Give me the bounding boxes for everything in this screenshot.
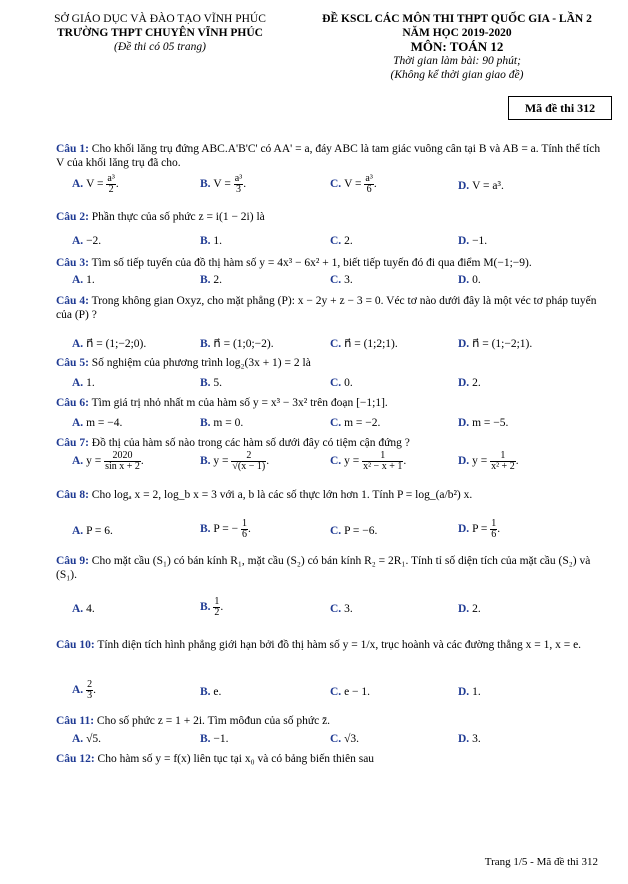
question-text: Tìm số tiếp tuyến của đồ thị hàm số y = 4x³ − 6x² + 1, biết tiếp tuyến đó đi qua điểm M(−1;−9). <box>88 257 532 269</box>
option-letter: A. <box>72 417 87 429</box>
option-d[interactable] <box>458 451 519 472</box>
option-letter: D. <box>458 455 473 468</box>
question-number: Câu 7: <box>56 437 89 449</box>
numerator: 2020 <box>104 451 141 462</box>
denominator: 3 <box>235 184 241 195</box>
option-letter: A. <box>72 733 87 745</box>
fraction <box>364 174 373 195</box>
option-suffix: . <box>266 455 270 468</box>
question-2 <box>56 210 602 224</box>
option-d[interactable] <box>458 733 481 745</box>
question-text: Tính diện tích hình phẳng giới hạn bởi đồ thị hàm số y = 1/x, trục hoành và các đường thẳng x = 1, x = e. <box>94 639 582 651</box>
question-text: Phần thực của số phức z = i(1 − 2i) là <box>88 211 265 223</box>
numerator: a³ <box>107 173 115 184</box>
option-suffix: . <box>220 601 224 614</box>
option-letter: C. <box>330 178 345 191</box>
option-suffix: . <box>403 455 407 468</box>
option-text: 2. <box>472 603 481 615</box>
numerator: 1 <box>491 518 497 529</box>
options-row <box>56 450 602 472</box>
option-a[interactable] <box>72 235 101 247</box>
option-letter: D. <box>458 338 473 350</box>
option-prefix: y = <box>213 455 232 468</box>
option-letter: B. <box>200 178 214 191</box>
option-letter: A. <box>72 603 87 615</box>
option-a[interactable] <box>72 174 119 195</box>
options-row <box>56 235 602 249</box>
option-c[interactable] <box>330 686 370 698</box>
denominator: 2 <box>214 607 220 618</box>
options-row <box>56 336 602 350</box>
option-d[interactable] <box>458 686 481 698</box>
option-b[interactable] <box>200 235 222 247</box>
numerator: 2 <box>87 679 93 690</box>
option-text: n⃗ = (1;−2;0). <box>86 338 147 350</box>
question-text: Cho số phức z = 1 + 2i. Tìm môđun của số phức z̄. <box>94 715 331 727</box>
page-count-note: (Đề thi có 05 trang) <box>114 41 206 53</box>
option-text: e. <box>213 686 222 698</box>
fraction <box>362 451 403 472</box>
option-b[interactable] <box>200 336 274 350</box>
options-row <box>56 596 602 618</box>
option-letter: A. <box>72 377 87 389</box>
question-8 <box>56 488 602 502</box>
option-text: P = −6. <box>344 525 378 537</box>
department-name: SỞ GIÁO DỤC VÀ ĐÀO TẠO VĨNH PHÚC <box>54 13 266 25</box>
option-letter: C. <box>330 455 345 468</box>
denominator: 2 <box>108 184 114 195</box>
option-b[interactable] <box>200 451 269 472</box>
option-a[interactable] <box>72 274 95 286</box>
option-prefix: y = <box>86 455 105 468</box>
option-prefix: y = <box>344 455 363 468</box>
options-row <box>56 417 602 431</box>
question-number: Câu 11: <box>56 715 95 727</box>
option-text: 3. <box>472 733 481 745</box>
option-prefix: P = <box>472 523 491 536</box>
option-letter: A. <box>72 178 87 191</box>
fraction <box>241 519 248 540</box>
school-name: TRƯỜNG THPT CHUYÊN VĨNH PHÚC <box>57 27 263 39</box>
question-number: Câu 9: <box>56 555 89 567</box>
option-suffix: . <box>115 178 119 191</box>
option-prefix: P = − <box>213 523 241 536</box>
option-prefix: V = <box>344 178 365 191</box>
option-d[interactable] <box>458 377 481 389</box>
question-number: Câu 12: <box>56 753 95 765</box>
option-letter: D. <box>458 274 473 286</box>
option-text: 4. <box>86 603 95 615</box>
option-text: −2. <box>86 235 102 247</box>
option-letter: D. <box>458 417 473 429</box>
question-11 <box>56 714 602 728</box>
options-row <box>56 274 602 288</box>
option-letter: D. <box>458 235 473 247</box>
option-text: m = −5. <box>472 417 509 429</box>
duration: Thời gian làm bài: 90 phút; <box>393 55 521 67</box>
option-b[interactable] <box>200 519 251 540</box>
option-a[interactable] <box>72 680 96 701</box>
fraction <box>86 680 93 701</box>
option-letter: B. <box>200 417 214 429</box>
question-text: Đồ thị của hàm số nào trong các hàm số dưới đây có tiệm cận đứng ? <box>88 437 410 449</box>
fraction <box>104 451 141 472</box>
option-text: −1. <box>213 733 229 745</box>
question-1 <box>56 142 602 170</box>
denominator: 3 <box>87 690 93 701</box>
option-suffix: . <box>140 455 144 468</box>
option-text: m = 0. <box>213 417 244 429</box>
option-a[interactable] <box>72 525 113 537</box>
question-number: Câu 4: <box>56 295 89 307</box>
option-letter: C. <box>330 603 345 615</box>
option-text: 0. <box>472 274 481 286</box>
option-letter: B. <box>200 455 214 468</box>
question-number: Câu 6: <box>56 397 89 409</box>
option-c[interactable] <box>330 274 353 286</box>
option-b[interactable] <box>200 274 222 286</box>
question-number: Câu 2: <box>56 211 89 223</box>
option-text: 2. <box>472 377 481 389</box>
option-letter: B. <box>200 338 214 350</box>
option-text: e − 1. <box>344 686 371 698</box>
option-d[interactable] <box>458 519 500 540</box>
question-6 <box>56 396 602 410</box>
question-10 <box>56 638 602 652</box>
option-text: n⃗ = (1;2;1). <box>344 338 398 350</box>
option-letter: D. <box>458 180 473 192</box>
option-letter: B. <box>200 523 214 536</box>
option-text: −1. <box>472 235 488 247</box>
option-letter: B. <box>200 686 214 698</box>
option-letter: B. <box>200 601 214 614</box>
option-text: √3. <box>344 733 359 745</box>
option-text: 1. <box>213 235 223 247</box>
option-b[interactable] <box>200 174 246 195</box>
options-row <box>56 679 602 701</box>
header-left <box>30 12 290 54</box>
option-text: n⃗ = (1;−2;1). <box>472 338 533 350</box>
option-b[interactable] <box>200 686 221 698</box>
question-text: Trong không gian Oxyz, cho mặt phẳng (P): x − 2y + z − 3 = 0. Véc tơ nào dưới đây là một véc tơ pháp tuyến của (P) ? <box>56 295 597 321</box>
numerator: a³ <box>365 173 373 184</box>
option-letter: C. <box>330 417 345 429</box>
option-letter: C. <box>330 377 345 389</box>
option-d[interactable] <box>458 235 487 247</box>
option-letter: C. <box>330 525 345 537</box>
option-text: 5. <box>213 377 223 389</box>
option-c[interactable] <box>330 235 353 247</box>
options-row <box>56 173 602 195</box>
option-text: 1. <box>86 274 95 286</box>
option-c[interactable] <box>330 525 377 537</box>
options-row <box>56 733 602 747</box>
fraction <box>106 174 115 195</box>
option-d[interactable] <box>458 180 504 192</box>
denominator: √(x − 1) <box>232 461 266 472</box>
option-letter: C. <box>330 274 345 286</box>
option-letter: A. <box>72 338 87 350</box>
option-text: 2. <box>213 274 223 286</box>
option-prefix: y = <box>472 455 491 468</box>
exam-code-box: Mã đề thi 312 <box>508 96 612 120</box>
option-a[interactable] <box>72 336 146 350</box>
option-letter: A. <box>72 274 87 286</box>
option-text: 3. <box>344 274 353 286</box>
option-text: 3. <box>344 603 353 615</box>
option-letter: B. <box>200 377 214 389</box>
question-text: Số nghiệm của phương trình log₂(3x + 1) = 2 là <box>88 357 311 369</box>
option-d[interactable] <box>458 603 481 615</box>
option-c[interactable] <box>330 336 398 350</box>
option-suffix: . <box>497 523 501 536</box>
option-letter: C. <box>330 733 345 745</box>
option-letter: A. <box>72 235 87 247</box>
option-text: V = a³. <box>472 180 504 192</box>
option-letter: A. <box>72 455 87 468</box>
option-suffix: . <box>243 178 247 191</box>
question-text: Cho hàm số y = f(x) liên tục tại x₀ và có bảng biến thiên sau <box>94 753 375 765</box>
denominator: 6 <box>242 529 247 540</box>
option-d[interactable] <box>458 336 532 350</box>
question-text: Cho khối lăng trụ đứng ABC.A'B'C' có AA' = a, đáy ABC là tam giác vuông cân tại B và AB = a. Tính thể tích V của khối lăng trụ đã cho. <box>56 143 601 169</box>
options-row <box>56 377 602 391</box>
question-text: Tìm giá trị nhỏ nhất m của hàm số y = x³ − 3x² trên đoạn [−1;1]. <box>88 397 388 409</box>
option-letter: C. <box>330 235 345 247</box>
option-suffix: . <box>248 523 251 536</box>
option-suffix: . <box>515 455 519 468</box>
option-a[interactable] <box>72 603 95 615</box>
option-letter: B. <box>200 274 214 286</box>
option-letter: B. <box>200 733 214 745</box>
option-prefix: V = <box>213 178 234 191</box>
option-c[interactable] <box>330 451 406 472</box>
option-a[interactable] <box>72 417 122 429</box>
option-text: n⃗ = (1;0;−2). <box>213 338 274 350</box>
numerator: 1 <box>214 596 220 607</box>
option-b[interactable] <box>200 377 222 389</box>
numerator: a³ <box>234 173 243 184</box>
question-number: Câu 10: <box>56 639 95 651</box>
option-letter: C. <box>330 338 345 350</box>
question-12 <box>56 752 602 766</box>
question-5 <box>56 356 602 370</box>
denominator: x² − x + 1 <box>363 461 403 472</box>
option-letter: D. <box>458 377 473 389</box>
option-c[interactable] <box>330 733 359 745</box>
question-number: Câu 5: <box>56 357 89 369</box>
option-text: 1. <box>472 686 481 698</box>
option-a[interactable] <box>72 733 101 745</box>
option-letter: A. <box>72 525 87 537</box>
header-right <box>298 12 616 82</box>
option-c[interactable] <box>330 417 380 429</box>
fraction <box>234 174 243 195</box>
numerator: 2 <box>231 451 266 462</box>
option-letter: D. <box>458 603 473 615</box>
question-text: Cho logₐ x = 2, log_b x = 3 với a, b là các số thực lớn hơn 1. Tính P = log_(a/b²) x. <box>88 489 473 501</box>
question-number: Câu 1: <box>56 143 89 155</box>
option-a[interactable] <box>72 377 95 389</box>
option-c[interactable] <box>330 603 353 615</box>
option-b[interactable] <box>200 417 243 429</box>
duration-note: (Không kể thời gian giao đề) <box>390 69 524 81</box>
option-text: P = 6. <box>86 525 113 537</box>
denominator: x² + 2 <box>491 461 515 472</box>
numerator: 1 <box>490 451 516 462</box>
denominator: 6 <box>491 529 497 540</box>
option-a[interactable] <box>72 451 144 472</box>
option-letter: D. <box>458 733 473 745</box>
question-9 <box>56 554 602 582</box>
option-text: m = −4. <box>86 417 123 429</box>
exam-title: ĐỀ KSCL CÁC MÔN THI THPT QUỐC GIA - LẦN 2 <box>322 13 592 25</box>
option-letter: B. <box>200 235 214 247</box>
option-c[interactable] <box>330 174 377 195</box>
denominator: 6 <box>366 184 372 195</box>
question-4 <box>56 294 602 322</box>
option-text: 0. <box>344 377 353 389</box>
option-text: √5. <box>86 733 101 745</box>
option-b[interactable] <box>200 733 229 745</box>
option-text: m = −2. <box>344 417 381 429</box>
option-d[interactable] <box>458 274 481 286</box>
numerator: 1 <box>362 451 403 462</box>
fraction <box>231 451 266 472</box>
option-letter: A. <box>72 684 87 697</box>
question-3 <box>56 256 602 270</box>
school-year: NĂM HỌC 2019-2020 <box>402 27 512 39</box>
fraction <box>490 451 516 472</box>
denominator: sin x + 2 <box>105 461 140 472</box>
option-d[interactable] <box>458 417 508 429</box>
option-suffix: . <box>373 178 377 191</box>
option-suffix: . <box>93 684 96 697</box>
option-b[interactable] <box>200 597 223 618</box>
page-footer: Trang 1/5 - Mã đề thi 312 <box>484 856 598 868</box>
question-number: Câu 8: <box>56 489 89 501</box>
question-text: Cho mặt cầu (S₁) có bán kính R₁, mặt cầu (S₂) có bán kính R₂ = 2R₁. Tính tỉ số diện tích của mặt cầu (S₂) và (S₁). <box>56 555 591 581</box>
options-row <box>56 518 602 540</box>
option-letter: C. <box>330 686 345 698</box>
numerator: 1 <box>242 518 247 529</box>
option-letter: D. <box>458 686 473 698</box>
option-letter: D. <box>458 523 473 536</box>
subject: MÔN: TOÁN 12 <box>410 39 504 54</box>
question-7 <box>56 436 602 450</box>
option-text: 2. <box>344 235 353 247</box>
question-number: Câu 3: <box>56 257 89 269</box>
option-c[interactable] <box>330 377 353 389</box>
option-text: 1. <box>86 377 95 389</box>
option-prefix: V = <box>86 178 107 191</box>
